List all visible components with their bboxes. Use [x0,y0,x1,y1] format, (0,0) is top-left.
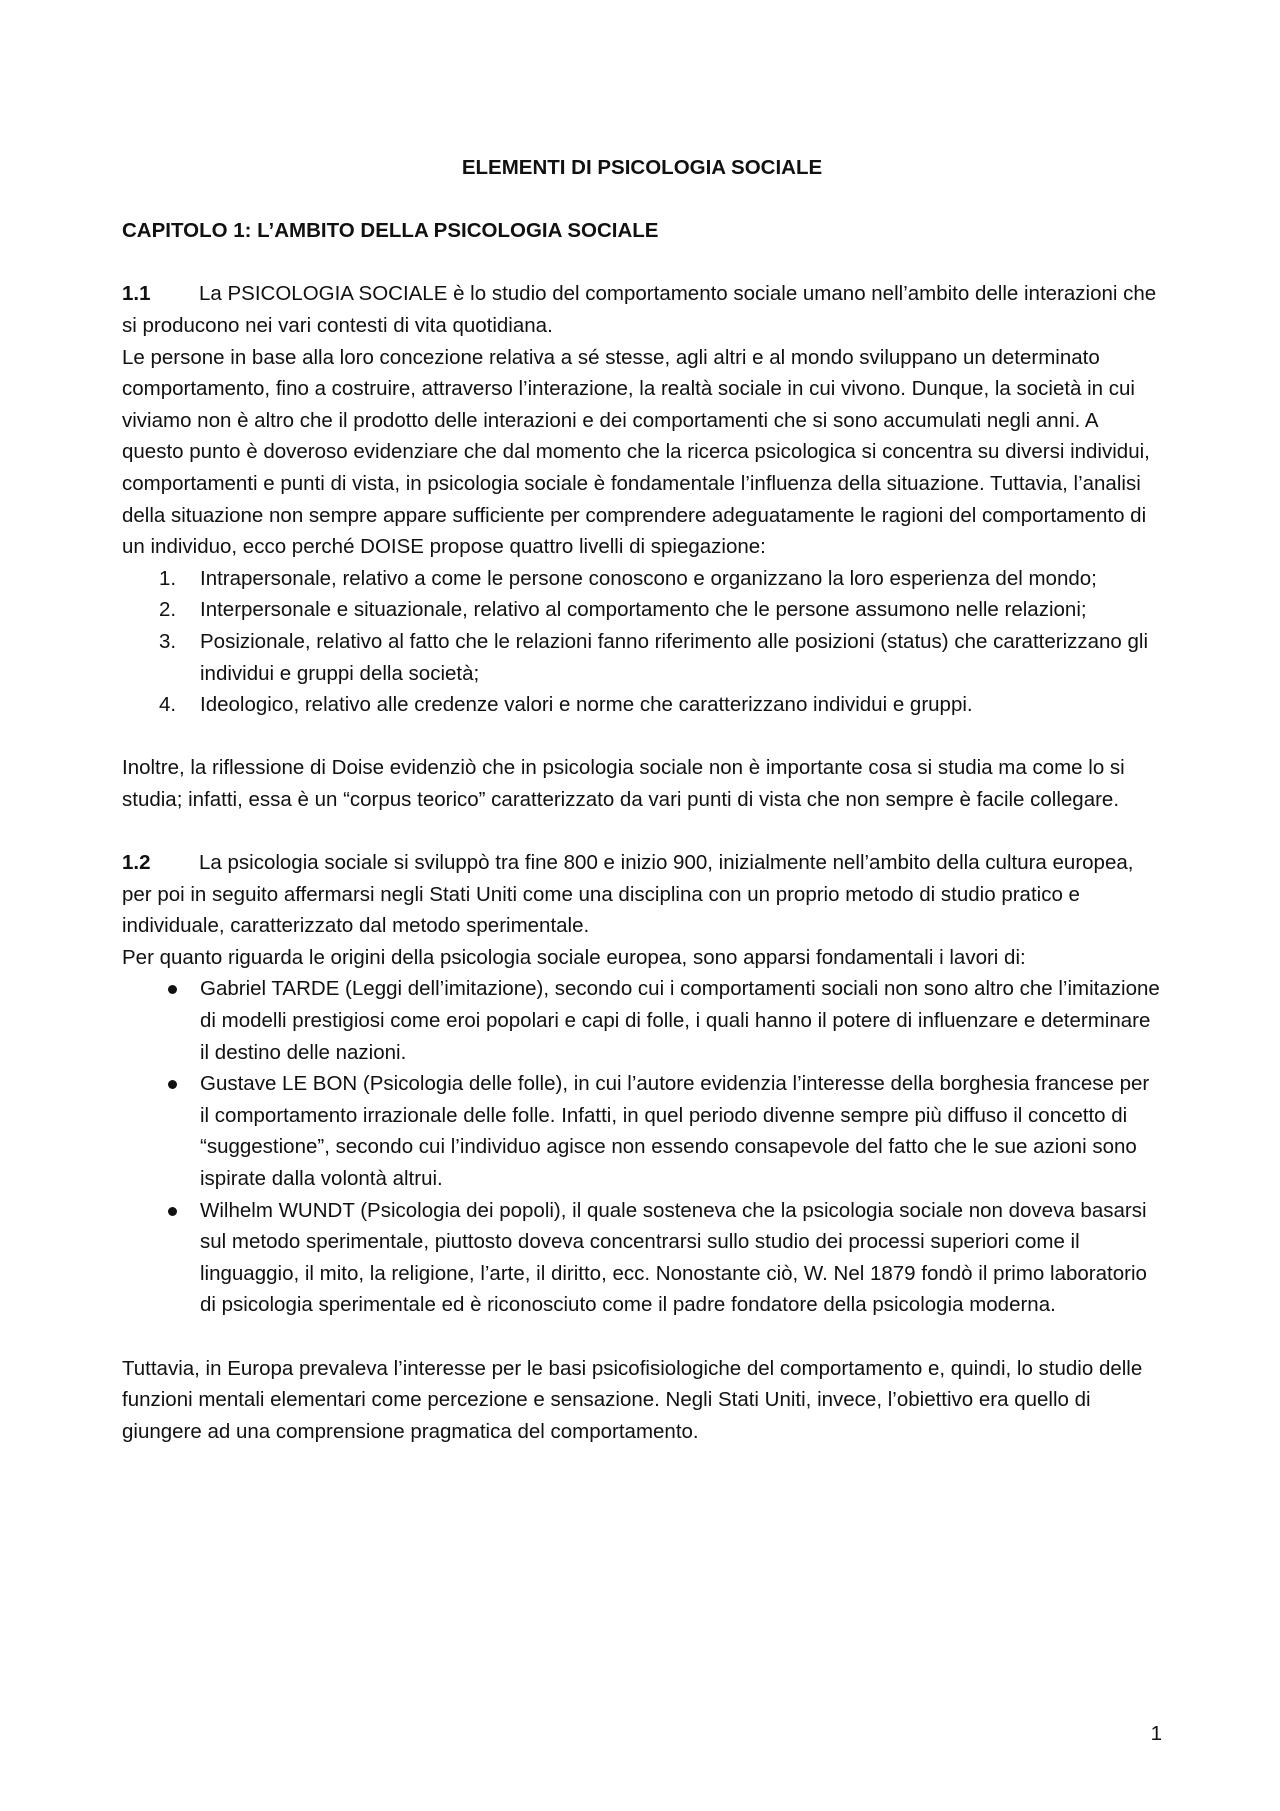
section-1-1-intro [122,278,1162,341]
bullet-icon [168,985,177,994]
section-number: 1.1 [122,282,151,306]
section-1-2-paragraph-3: Tuttavia, in Europa prevaleva l’interesse per le basi psicofisiologiche del comportamento e, quindi, lo studio delle funzioni mentali elementari come percezione e sensazione. Negli Stati Uniti, invece, l’obiettivo era quello di giungere ad una comprensione pragmatica del comportamento. [122,1356,1143,1443]
chapter-title: CAPITOLO 1: L’AMBITO DELLA PSICOLOGIA SOCIALE [122,219,659,243]
doise-levels-list [122,563,1162,721]
list-item [122,1195,1162,1321]
section-1-1-paragraph-1: La PSICOLOGIA SOCIALE è lo studio del comportamento sociale umano nell’ambito delle interazioni che si producono nei vari contesti di vita quotidiana. [122,282,1157,337]
section-1-2-paragraph-1: La psicologia sociale si sviluppò tra fine 800 e inizio 900, inizialmente nell’ambito della cultura europea, per poi in seguito affermarsi negli Stati Uniti come una disciplina con un proprio metodo di studio pratico e individuale, caratterizzato dal metodo sperimentale. [122,851,1134,938]
page-number: 1 [1150,1722,1162,1745]
list-item [122,689,1162,721]
list-item [122,1068,1162,1194]
page-content [122,152,1162,1447]
section-1-1-paragraph-3: Inoltre, la riflessione di Doise evidenziò che in psicologia sociale non è importante cosa si studia ma come lo si studia; infatti, essa è un “corpus teorico” caratterizzato da vari punti di vista che non sempre è facile collegare. [122,756,1125,811]
list-item-text: Gustave LE BON (Psicologia delle folle), in cui l’autore evidenzia l’interesse della borghesia francese per il comportamento irrazionale delle folle. Infatti, in quel periodo divenne sempre più diffuso il concetto di “suggestione”, secondo cui l’individuo agisce non essendo consapevole del fatto che le sue azioni sono ispirate dalla volontà altrui. [200,1072,1150,1190]
list-number: 2. [159,598,177,622]
list-item-text: Intrapersonale, relativo a come le persone conoscono e organizzano la loro esperienza del mondo; [200,566,1097,590]
list-item-text: Posizionale, relativo al fatto che le relazioni fanno riferimento alle posizioni (status) che caratterizzano gli individui e gruppi della società; [200,629,1149,685]
paragraph-spacer [122,721,1162,753]
list-item [122,594,1162,626]
list-item-text: Gabriel TARDE (Leggi dell’imitazione), secondo cui i comportamenti sociali non sono altro che l’imitazione di modelli prestigiosi come eroi popolari e capi di folle, i quali hanno il potere di influenzare e determinare il destino delle nazioni. [200,977,1160,1064]
list-item-text: Wilhelm WUNDT (Psicologia dei popoli), il quale sosteneva che la psicologia sociale non doveva basarsi sul metodo sperimentale, piuttosto doveva concentrarsi sullo studio dei processi superiori come il linguaggio, il mito, la religione, l’arte, il diritto, ecc. Nonostante ciò, W. Nel 1879 fondò il primo laboratorio di psicologia sperimentale ed è riconosciuto come il padre fondatore della psicologia moderna. [200,1198,1147,1317]
section-1-2-paragraph-2: Per quanto riguarda le origini della psicologia sociale europea, sono apparsi fondamentali i lavori di: [122,945,1026,969]
bullet-icon [168,1207,177,1216]
origins-bullet-list [122,973,1162,1321]
list-item [122,563,1162,595]
list-number: 1. [159,566,177,590]
section-number: 1.2 [122,851,151,875]
list-item [122,626,1162,689]
document-title: ELEMENTI DI PSICOLOGIA SOCIALE [461,156,823,179]
paragraph-spacer [122,1321,1162,1353]
list-number: 3. [159,629,177,653]
bullet-icon [168,1080,177,1089]
list-number: 4. [159,693,177,717]
section-1-2-intro [122,847,1162,942]
paragraph-spacer [122,815,1162,847]
list-item [122,973,1162,1068]
list-item-text: Ideologico, relativo alle credenze valori e norme che caratterizzano individui e gruppi. [200,693,973,717]
section-1-1-paragraph-2: Le persone in base alla loro concezione relativa a sé stesse, agli altri e al mondo sviluppano un determinato comportamento, fino a costruire, attraverso l’interazione, la realtà sociale in cui vivono. Dunque, la società in cui viviamo non è altro che il prodotto delle interazioni e dei comportamenti che si sono accumulati negli anni. A questo punto è doveroso evidenziare che dal momento che la ricerca psicologica si concentra su diversi individui, comportamenti e punti di vista, in psicologia sociale è fondamentale l’influenza della situazione. Tuttavia, l’analisi della situazione non sempre appare sufficiente per comprendere adeguatamente le ragioni del comportamento di un individuo, ecco perché DOISE propose quattro livelli di spiegazione: [122,345,1150,559]
list-item-text: Interpersonale e situazionale, relativo al comportamento che le persone assumono nelle relazioni; [200,598,1087,622]
